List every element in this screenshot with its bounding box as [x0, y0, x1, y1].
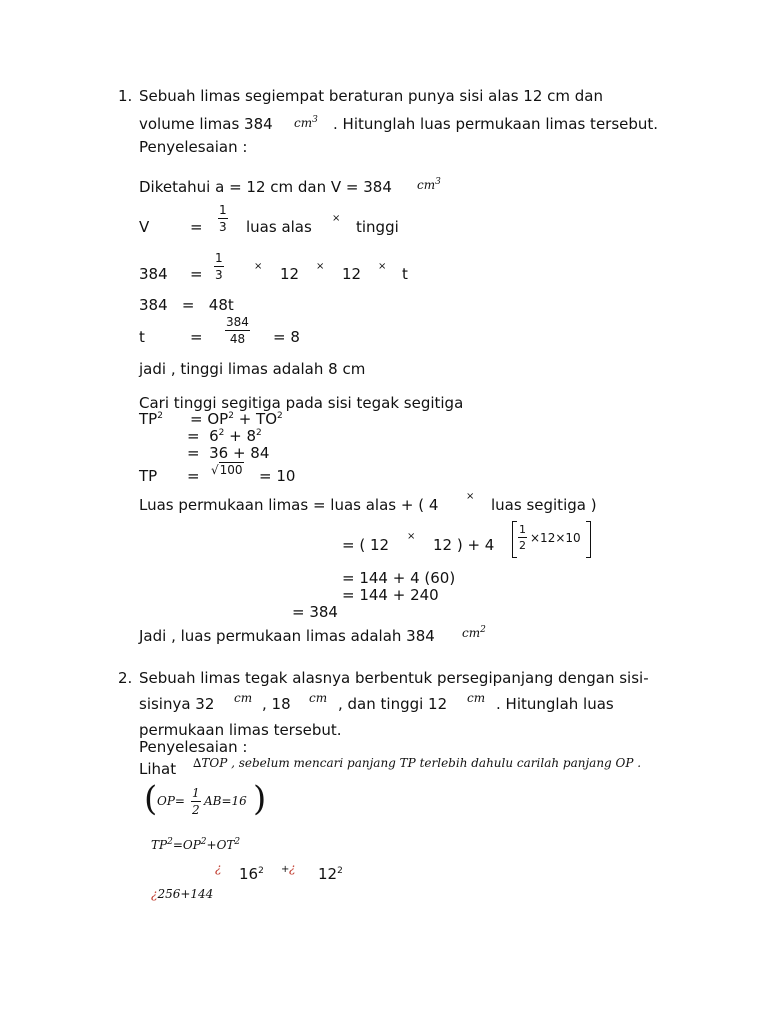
unit-cm3: $cm^3$ [294, 115, 318, 130]
unit-cm: cm [309, 691, 328, 705]
tinggi-text: tinggi [356, 218, 399, 236]
left-bracket [512, 521, 517, 558]
times-sign: × [316, 261, 325, 272]
lihat-label: Lihat [139, 760, 177, 778]
surface-area-formula: Luas permukaan limas = luas alas + ( 4 [139, 496, 439, 514]
right-bracket [586, 521, 591, 558]
problem-1-number: 1. [118, 87, 133, 105]
tp-squared-label: $TP^2$ [139, 410, 163, 428]
calc-step-4: = 384 [292, 603, 338, 621]
problem-1-line-1: Sebuah limas segiempat beraturan punya sisi alas 12 cm dan [139, 87, 603, 105]
unit-cm: cm [234, 691, 253, 705]
unit-cm2: $cm^2$ [462, 625, 486, 640]
problem-1-solution-label: Penyelesaian : [139, 138, 248, 156]
slant-height-heading: Cari tinggi segitiga pada sisi tegak segitiga [139, 394, 464, 412]
equals-sign: = [190, 265, 203, 283]
bracket-product: ×12×10 [530, 531, 581, 545]
fraction-one-third: $\frac{1}{3}$ [219, 203, 227, 234]
problem-2-line-2d: . Hitunglah luas [496, 695, 614, 713]
problem-2-number: 2. [118, 669, 133, 687]
times-sign: × [466, 491, 475, 502]
equals-sign: = [187, 467, 200, 485]
problem-1-line-2b: . Hitunglah luas permukaan limas tersebut. [333, 115, 659, 133]
problem-2-line-2a: sisinya 32 [139, 695, 215, 713]
calc-step-3: = 144 + 240 [342, 586, 439, 604]
times-sign: × [378, 261, 387, 272]
fraction-one-third: $\frac{1}{3}$ [215, 251, 223, 282]
op-expression: OP= [157, 794, 185, 808]
value-16-squared: $16^2$ [239, 865, 264, 883]
calc-step-1a: = ( 12 [342, 536, 390, 554]
times-sign: × [332, 213, 341, 224]
problem-1-line-2a: volume limas 384 [139, 115, 273, 133]
problem-2-line-3: permukaan limas tersebut. [139, 721, 342, 739]
equals-sign: = [190, 328, 203, 346]
known-line: Diketahui a = 12 cm dan V = 384 [139, 178, 392, 196]
problem-2-line-1: Sebuah limas tegak alasnya berbentuk persegipanjang dengan sisi- [139, 669, 649, 687]
value-12: 12 [280, 265, 300, 283]
sum-line: = 36 + 84 [187, 444, 270, 462]
inverted-question-glyph: ¿ [215, 861, 222, 875]
result-8: = 8 [273, 328, 300, 346]
problem-2-solution-label: Penyelesaian : [139, 738, 248, 756]
line-384-48t: 384 = 48t [139, 296, 234, 314]
luas-alas-text: luas alas [246, 218, 312, 236]
height-conclusion: jadi , tinggi limas adalah 8 cm [139, 360, 366, 378]
unit-cm: cm [467, 691, 486, 705]
result-10: = 10 [259, 467, 296, 485]
problem-2-line-2b: , 18 [262, 695, 291, 713]
problem-2-line-2c: , dan tinggi 12 [338, 695, 448, 713]
value-12: 12 [342, 265, 362, 283]
left-paren: ( [144, 779, 158, 819]
right-paren: ) [253, 779, 267, 819]
luas-segitiga-text: luas segitiga ) [491, 496, 597, 514]
fraction-one-half: $\frac{1}{2}$ [192, 786, 200, 817]
unit-cm3-known: $cm^3$ [417, 177, 441, 192]
fraction-one-half: $\frac{1}{2}$ [519, 523, 526, 552]
fraction-384-48: $\frac{384}{48}$ [226, 315, 249, 346]
equals-sign: = [190, 218, 203, 236]
value-384: 384 [139, 265, 168, 283]
ab-expression: AB=16 [204, 794, 247, 808]
op-to-sum: = $OP^2 + TO^2$ [190, 410, 283, 428]
times-sign: × [407, 531, 416, 542]
plus-sign: + [281, 864, 290, 875]
t-label: t [139, 328, 145, 346]
t-var: t [402, 265, 408, 283]
squares-line: = $6^2 + 8^2$ [187, 427, 262, 445]
value-12-squared: $12^2$ [318, 865, 343, 883]
v-label: V [139, 218, 150, 236]
calc-step-2: = 144 + 4 (60) [342, 569, 456, 587]
inverted-question-glyph: ¿ [289, 861, 296, 875]
times-sign: × [254, 261, 263, 272]
sqrt-100: √100 [211, 463, 243, 477]
surface-area-conclusion: Jadi , luas permukaan limas adalah 384 [139, 627, 435, 645]
calc-step-1b: 12 ) + 4 [433, 536, 495, 554]
triangle-instruction: ∆TOP , sebelum mencari panjang TP terlebih dahulu carilah panjang OP . [193, 756, 642, 770]
sum-256-144: ¿256+144 [151, 887, 214, 901]
tp-label: TP [139, 467, 158, 485]
pythagoras-equation: $TP^2=OP^2+OT^2$ [151, 837, 241, 852]
